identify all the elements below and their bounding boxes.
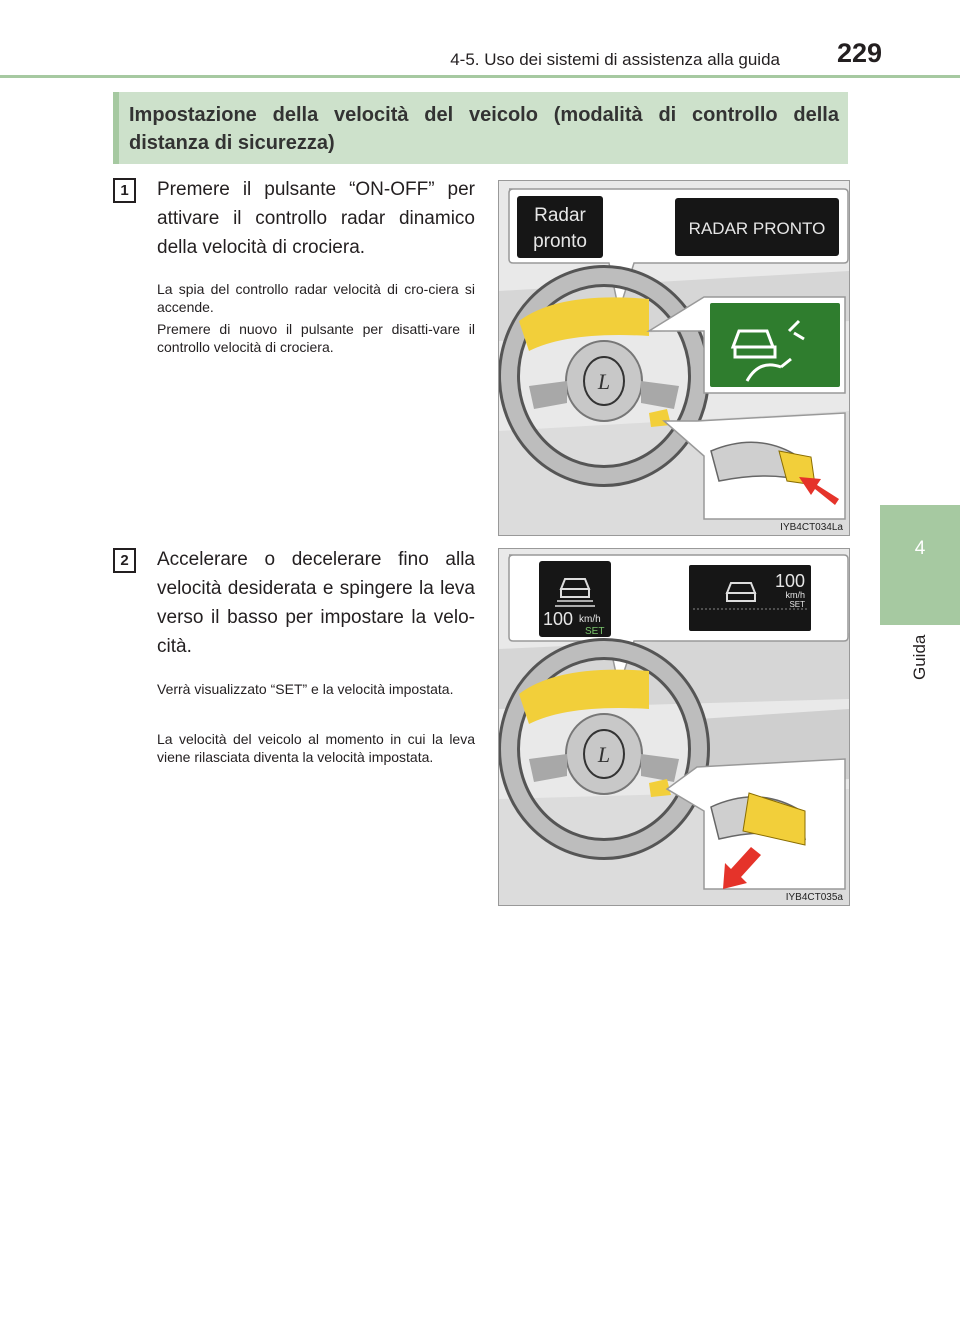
left-speed-unit: km/h [579, 614, 601, 625]
header-section-title: 4-5. Uso dei sistemi di assistenza alla guida [450, 50, 780, 69]
step-1-figure [498, 180, 850, 536]
step-1-note-1: La spia del controllo radar velocità di cro-ciera si accende. [157, 281, 475, 315]
right-set-speed: 100 [774, 571, 805, 591]
svg-text:L: L [597, 369, 611, 394]
step-1-figure-code: IYB4CT034La [780, 522, 843, 533]
header-divider [0, 75, 960, 78]
chapter-number: 4 [914, 538, 926, 559]
chapter-label: Guida [910, 634, 929, 680]
step-1-illustration [499, 181, 849, 535]
svg-text:L: L [597, 742, 611, 767]
step-1-badge: 1 [113, 178, 136, 203]
page-number: 229 [836, 38, 882, 68]
left-set-label: SET [585, 626, 605, 637]
step-2-note-2: La velocità del veicolo al momento in cui la leva viene rilasciata diventa la velocità impostata. [157, 731, 475, 765]
step-2-badge: 2 [113, 548, 136, 573]
right-speed-unit: km/h [785, 590, 805, 600]
chapter-tab [880, 505, 960, 625]
step-2-figure [498, 548, 850, 906]
step-2-main-text: Accelerare o decelerare fino alla velocità desiderata e spingere la leva verso il basso per impostare la velo-cità. [157, 549, 475, 657]
callout-left-line1: Radar [534, 205, 586, 226]
left-set-speed: 100 [543, 609, 574, 629]
step-2-illustration [499, 549, 849, 905]
step-2-figure-code: IYB4CT035a [785, 892, 843, 903]
section-title: Impostazione della velocità del veicolo (modalità di controllo della distanza di sicurezza) [129, 104, 839, 154]
step-1-note-2: Premere di nuovo il pulsante per disatti-vare il controllo velocità di crociera. [157, 321, 475, 355]
section-banner [113, 92, 848, 164]
callout-right-text: RADAR PRONTO [688, 219, 826, 238]
step-2-note-1: Verrà visualizzato “SET” e la velocità impostata. [157, 681, 454, 697]
right-set-label: SET [789, 600, 805, 609]
callout-left-line2: pronto [533, 231, 587, 252]
step-1-main-text: Premere il pulsante “ON-OFF” per attivare il controllo radar dinamico della velocità di crociera. [157, 179, 475, 258]
